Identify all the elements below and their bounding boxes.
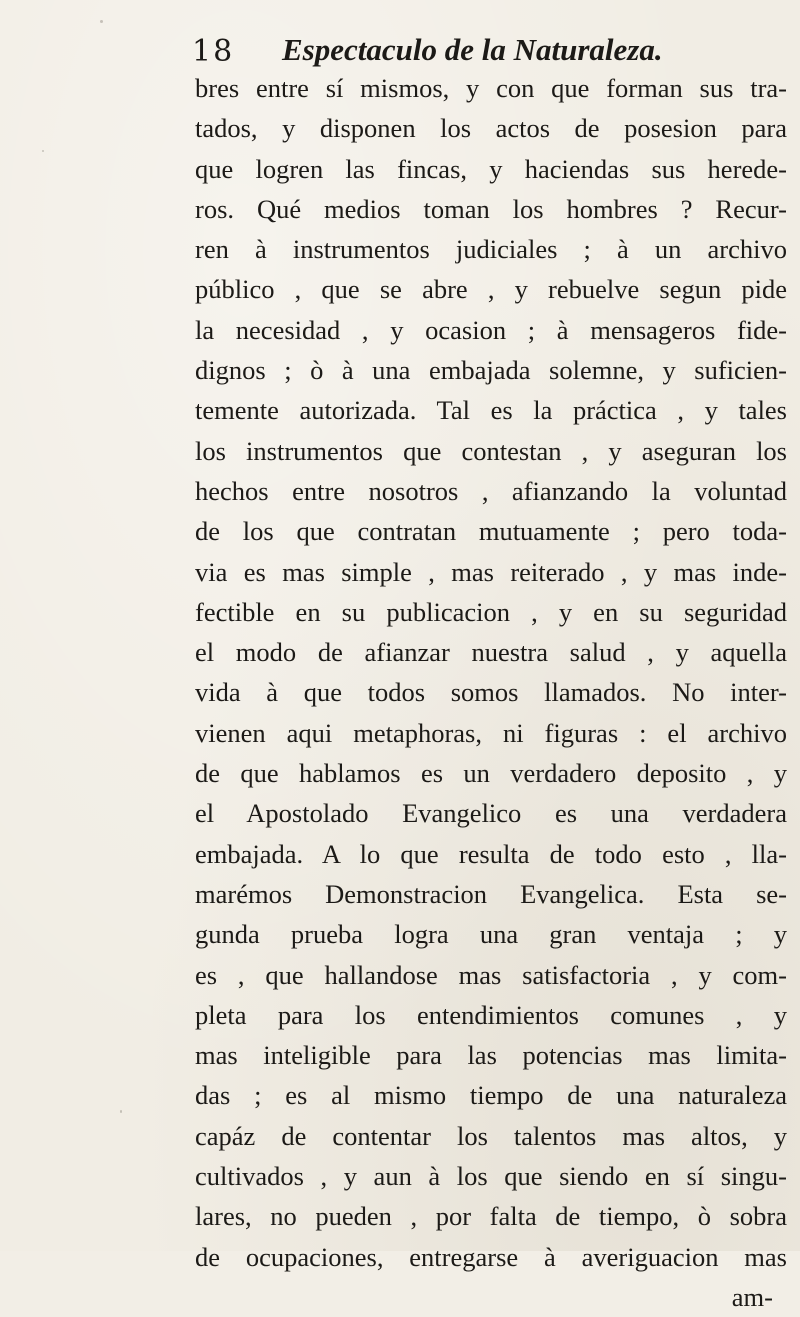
paper-speck bbox=[42, 150, 44, 152]
text-line: hechos entre nosotros , afianzando la voluntad bbox=[195, 475, 787, 506]
text-line: cultivados , y aun à los que siendo en sí singu- bbox=[195, 1161, 787, 1192]
text-line: de los que contratan mutuamente ; pero toda- bbox=[195, 516, 787, 547]
text-line: el modo de afianzar nuestra salud , y aquella bbox=[195, 637, 787, 668]
text-line: es , que hallandose mas satisfactoria , y com- bbox=[195, 959, 787, 990]
text-line: temente autorizada. Tal es la práctica , y tales bbox=[195, 395, 787, 426]
text-line: fectible en su publicacion , y en su seguridad bbox=[195, 596, 787, 627]
text-line: los instrumentos que contestan , y aseguran los bbox=[195, 435, 787, 466]
paper-speck bbox=[120, 1110, 122, 1113]
text-line: el Apostolado Evangelico es una verdadera bbox=[195, 798, 787, 829]
text-line: gunda prueba logra una gran ventaja ; y bbox=[195, 919, 787, 950]
text-line: bres entre sí mismos, y con que forman sus tra- bbox=[195, 73, 787, 103]
text-line: marémos Demonstracion Evangelica. Esta se- bbox=[195, 878, 787, 909]
text-line: que logren las fincas, y haciendas sus herede- bbox=[195, 153, 787, 184]
text-line: de ocupaciones, entregarse à averiguacion mas bbox=[195, 1241, 787, 1272]
text-line: tados, y disponen los actos de posesion para bbox=[195, 113, 787, 144]
text-line: ren à instrumentos judiciales ; à un archivo bbox=[195, 234, 787, 265]
paper-speck bbox=[660, 1180, 663, 1182]
text-line: via es mas simple , mas reiterado , y mas inde- bbox=[195, 556, 787, 587]
text-line: pleta para los entendimientos comunes , y bbox=[195, 999, 787, 1030]
text-line: mas inteligible para las potencias mas limita- bbox=[195, 1040, 787, 1071]
text-line: lares, no pueden , por falta de tiempo, ò sobra bbox=[195, 1201, 787, 1232]
page-number: 18 bbox=[192, 34, 235, 69]
text-line: la necesidad , y ocasion ; à mensageros fide- bbox=[195, 314, 787, 345]
text-line: de que hablamos es un verdadero deposito , y bbox=[195, 758, 787, 789]
catchword: am- bbox=[731, 1281, 773, 1312]
text-line: ros. Qué medios toman los hombres ? Recur- bbox=[195, 193, 787, 224]
text-line: embajada. A lo que resulta de todo esto , lla- bbox=[195, 838, 787, 869]
text-line: das ; es al mismo tiempo de una naturaleza bbox=[195, 1080, 787, 1111]
text-line: público , que se abre , y rebuelve segun pide bbox=[195, 274, 787, 305]
text-line: capáz de contentar los talentos mas altos, y bbox=[195, 1120, 787, 1151]
text-line: vida à que todos somos llamados. No inter- bbox=[195, 677, 787, 708]
text-line: dignos ; ò à una embajada solemne, y suficien- bbox=[195, 355, 787, 386]
running-title: Espectaculo de la Naturaleza. bbox=[282, 32, 663, 67]
body-text bbox=[195, 68, 787, 1317]
text-line: vienen aqui metaphoras, ni figuras : el archivo bbox=[195, 717, 787, 748]
paper-speck bbox=[100, 20, 103, 23]
